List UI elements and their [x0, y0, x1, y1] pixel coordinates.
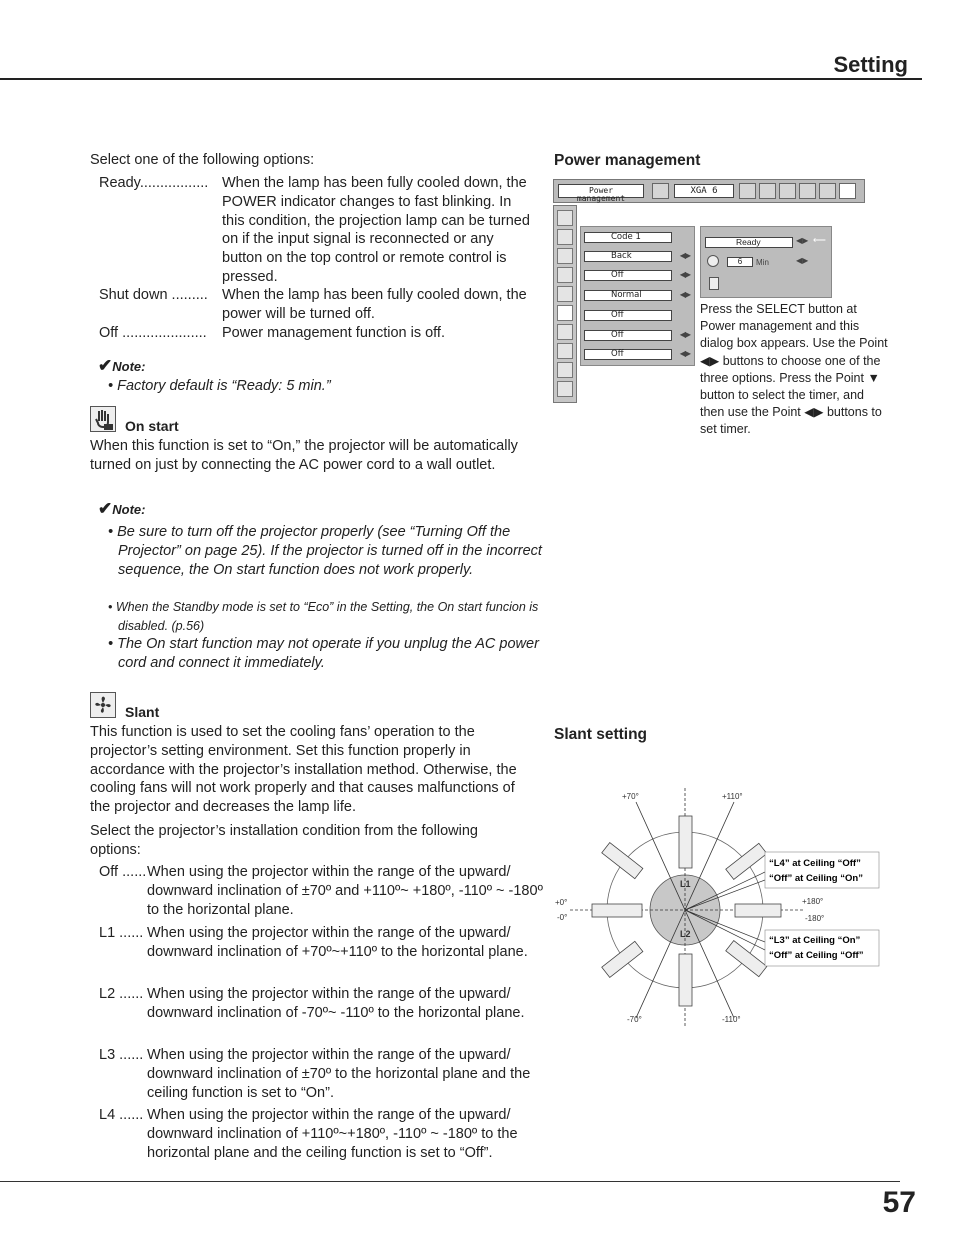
angle-label: +70° — [622, 792, 639, 801]
option-desc: When the lamp has been fully cooled down, the POWER indicator changes to fast blinking. In this condition, the projection lamp can be turned on if the input signal is reconnected or any button on the top control or remote control is pressed. — [222, 175, 530, 285]
slant-setting-title: Slant setting — [554, 726, 648, 743]
zone-label: L1 — [680, 879, 691, 889]
menu-tool-icon — [739, 183, 756, 199]
left-right-arrows-icon: ◀▶ — [796, 236, 809, 245]
timer-unit: Min — [756, 258, 769, 267]
power-options-list — [99, 174, 539, 349]
on-start-icon — [90, 406, 116, 432]
projector-top — [679, 816, 692, 868]
menu-field: Normal — [584, 290, 672, 301]
projector-bottom — [679, 954, 692, 1006]
power-options-intro: Select one of the following options: — [90, 152, 315, 168]
left-right-arrows-icon: ◀▶ — [679, 349, 690, 358]
up-arrow-icon — [557, 210, 573, 226]
note-block — [98, 356, 145, 376]
callout-text: “L4” at Ceiling “Off” — [769, 858, 861, 869]
menu-field: Off — [584, 310, 672, 321]
page-number: 57 — [882, 1186, 916, 1219]
header-rule — [0, 78, 922, 80]
exit-icon — [709, 277, 719, 290]
section-title: Setting — [833, 52, 908, 77]
menu-field: Code 1 — [584, 232, 672, 243]
note-text: Be sure to turn off the projector properly (see “Turning Off the Projector” on page 25). If the projector is turned off in the incorrect sequence, the On start function does not work properly. — [117, 524, 542, 578]
option-label: L2 ...... — [99, 986, 144, 1002]
menu-field: Off — [584, 330, 672, 341]
left-right-arrows-icon: ◀▶ — [679, 251, 690, 260]
exit-icon — [557, 381, 573, 397]
option-desc: When using the projector within the range of the upward/ downward inclination of -70º~ -110º to the horizontal plane. — [147, 986, 525, 1021]
menu-field: Off — [584, 349, 672, 360]
fan-icon — [557, 343, 573, 359]
projector-upper-left — [602, 843, 643, 879]
slant-title: Slant — [125, 704, 160, 720]
menu-field: Off — [584, 270, 672, 281]
callout-text: “L3” at Ceiling “On” — [769, 935, 861, 946]
menu-field: Back — [584, 251, 672, 262]
note-text: Factory default is “Ready: 5 min.” — [117, 378, 331, 394]
note-item: • Be sure to turn off the projector properly (see “Turning Off the Projector” on page 25). If the projector is turned off in the incorrect sequence, the On start function does not work properly. — [108, 524, 542, 578]
footer-rule — [0, 1181, 900, 1182]
option-label: L1 ...... — [99, 925, 144, 941]
projector-right — [735, 904, 781, 917]
projector-lower-left — [602, 941, 643, 977]
menu-toolbar — [553, 179, 865, 203]
option-label: L3 ...... — [99, 1047, 144, 1063]
menu-side-icon — [557, 229, 573, 245]
left-right-arrows-icon: ◀▶ — [679, 290, 690, 299]
power-management-caption: Press the SELECT button at Power management and this dialog box appears. Use the Point ◀▶ buttons to choose one of the three options. Press the Point ▼ button to select the timer, and then use the Point ◀▶ buttons to set timer. — [700, 302, 888, 437]
left-right-arrows-icon: ◀▶ — [679, 270, 690, 279]
power-management-icon — [557, 305, 573, 321]
angle-label: -110° — [722, 1015, 741, 1024]
note-block — [98, 499, 145, 519]
note-item: • Factory default is “Ready: 5 min.” — [108, 378, 331, 394]
setting-tool-icon — [839, 183, 856, 199]
option-desc: When using the projector within the range of the upward/ downward inclination of +110º~+180º, -110º ~ -180º to the horizontal plane and the ceiling function is set to “Off”. — [147, 1107, 518, 1161]
angle-label: -180° — [805, 914, 825, 923]
menu-side-icons — [553, 205, 577, 403]
callout-text: “Off” at Ceiling “Off” — [769, 950, 864, 961]
menu-side-icon — [557, 286, 573, 302]
menu-tool-icon — [819, 183, 836, 199]
menu-tool-icon — [799, 183, 816, 199]
dialog-mode-field: Ready — [705, 237, 793, 248]
option-label: Ready................. — [99, 175, 209, 191]
note-heading: Note: — [112, 502, 146, 517]
menu-tool-icon — [759, 183, 776, 199]
menu-side-icon — [557, 267, 573, 283]
slant-body: This function is used to set the cooling fans’ operation to the projector’s setting environment. Set this function properly in accordance with the projector’s installation method. Otherwise, the cooling fans will not work properly and that causes malfunctions of the projector and decreases the lamp life. — [90, 724, 517, 816]
option-label: L4 ...... — [99, 1107, 144, 1123]
angle-label: +0° — [555, 898, 568, 907]
angle-label: +180° — [802, 897, 824, 906]
menu-tool-icon — [779, 183, 796, 199]
option-label: Off ..................... — [99, 325, 207, 341]
slant-options-list — [99, 863, 549, 1163]
menu-tool-icon — [652, 183, 669, 199]
power-management-dialog — [700, 226, 832, 298]
projector-left — [592, 904, 642, 917]
slant-fan-icon — [90, 692, 116, 718]
menu-title-text: Power management — [576, 186, 626, 203]
slant-diagram — [550, 780, 890, 1030]
option-desc: When using the projector within the range of the upward/ downward inclination of ±70º to the horizontal plane and the ceiling function is set to “On”. — [147, 1047, 531, 1101]
option-desc: When using the projector within the range of the upward/ downward inclination of ±70º and +110º~ +180º, -110º ~ -180º to the horizontal plane. — [147, 864, 543, 918]
angle-label: +110° — [722, 792, 743, 801]
option-label: Off ...... — [99, 864, 147, 880]
note-item: • The On start function may not operate if you unplug the AC power cord and connect it immediately. — [108, 636, 539, 671]
left-right-arrows-icon: ◀▶ — [796, 256, 809, 265]
menu-title-chip — [558, 184, 644, 203]
zone-label: L2 — [680, 929, 691, 939]
timer-icon — [707, 255, 719, 267]
callout-text: “Off” at Ceiling “On” — [769, 873, 863, 884]
mode-chip: XGA 6 — [674, 184, 734, 198]
menu-panel — [580, 226, 695, 366]
on-start-title: On start — [125, 418, 179, 434]
back-icon: ⟵ — [813, 235, 826, 245]
menu-side-icon — [557, 324, 573, 340]
note-heading: Note: — [112, 359, 146, 374]
checkmark-icon: ✔ — [98, 499, 113, 518]
option-desc: When the lamp has been fully cooled down, the power will be turned off. — [222, 287, 527, 322]
dialog-timer-field: 6 — [727, 257, 753, 267]
on-start-body: When this function is set to “On,” the projector will be automatically turned on just by connecting the AC power cord to a wall outlet. — [90, 438, 518, 473]
left-right-arrows-icon: ◀▶ — [679, 330, 690, 339]
option-desc: When using the projector within the range of the upward/ downward inclination of +70º~+110º to the horizontal plane. — [147, 925, 528, 960]
slant-intro: Select the projector’s installation condition from the following options: — [90, 823, 478, 858]
down-arrow-icon — [557, 362, 573, 378]
angle-label: -70° — [627, 1015, 642, 1024]
option-label: Shut down ......... — [99, 287, 208, 303]
option-desc: Power management function is off. — [222, 325, 445, 341]
note-item: • When the Standby mode is set to “Eco” in the Setting, the On start funcion is disabled. (p.56) — [108, 600, 539, 633]
angle-label: -0° — [557, 913, 568, 922]
menu-side-icon — [557, 248, 573, 264]
note-text: When the Standby mode is set to “Eco” in the Setting, the On start funcion is disabled. (p.56) — [115, 600, 539, 633]
checkmark-icon: ✔ — [98, 356, 113, 375]
power-management-title: Power management — [554, 152, 701, 169]
note-text: The On start function may not operate if you unplug the AC power cord and connect it immediately. — [117, 636, 539, 671]
projector-lower-right — [726, 941, 767, 977]
